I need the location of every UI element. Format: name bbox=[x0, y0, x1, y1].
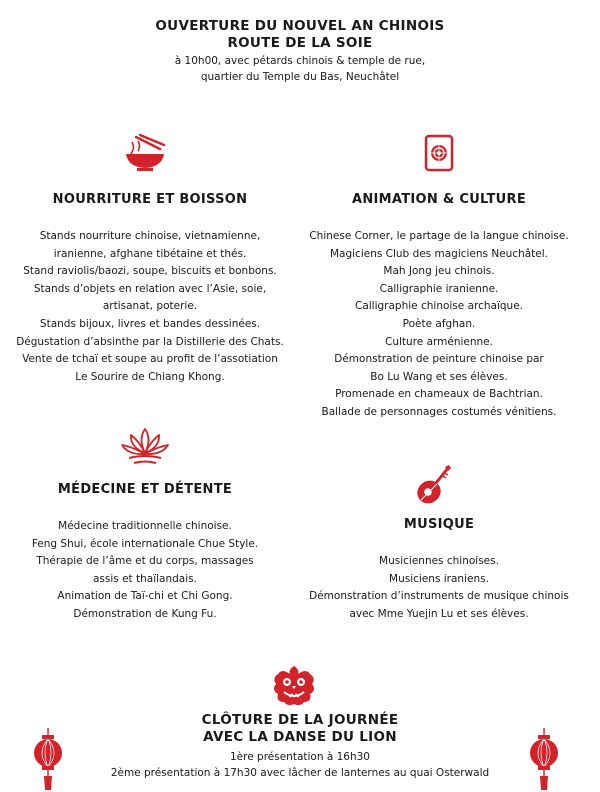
list-item: Stand raviolis/baozi, soupe, biscuits et bonbons. bbox=[23, 265, 277, 278]
medicine-list bbox=[0, 518, 290, 624]
closing-line1: 1ère présentation à 16h30 bbox=[230, 751, 370, 763]
list-item: Musiciennes chinoises. bbox=[379, 555, 499, 567]
header-subtitle-line2: quartier du Temple du Bas, Neuchâtel bbox=[200, 71, 400, 83]
list-item: Culture arménienne. bbox=[385, 335, 493, 348]
page-title-line2: ROUTE DE LA SOIE bbox=[227, 35, 373, 51]
list-item: Ballade de personnages costumés vénitiens. bbox=[321, 405, 557, 418]
closing-line2: 2ème présentation à 17h30 avec lâcher de lanternes au quai Osterwald bbox=[110, 767, 490, 779]
list-item: assis et thaïlandais. bbox=[93, 572, 197, 585]
noodle-bowl-icon bbox=[122, 133, 168, 173]
list-item: Chinese Corner, le partage de la langue chinoise. bbox=[309, 230, 569, 242]
list-item: iranienne, afghane tibétaine et thés. bbox=[53, 247, 247, 260]
food-list bbox=[0, 228, 300, 386]
list-item: Dégustation d’absinthe par la Distillerie des Chats. bbox=[16, 335, 284, 348]
culture-list bbox=[289, 228, 589, 422]
list-item: Bo Lu Wang et ses élèves. bbox=[370, 370, 508, 383]
pipa-instrument-icon bbox=[414, 463, 454, 505]
list-item: avec Mme Yuejin Lu et ses élèves. bbox=[349, 607, 529, 620]
list-item: Calligraphie chinoise archaïque. bbox=[355, 300, 523, 313]
list-item: Feng Shui, école internationale Chue Style. bbox=[31, 537, 259, 550]
mahjong-tile-icon bbox=[424, 134, 454, 172]
closing-title-line1: CLÔTURE DE LA JOURNÉE bbox=[201, 712, 399, 728]
list-item: Démonstration de Kung Fu. bbox=[73, 607, 217, 620]
header-subtitle-line1: à 10h00, avec pétards chinois & temple de rue, bbox=[174, 55, 426, 67]
section-title-culture: ANIMATION & CULTURE bbox=[351, 192, 527, 207]
lotus-icon bbox=[119, 425, 171, 467]
page-title-line1: OUVERTURE DU NOUVEL AN CHINOIS bbox=[155, 18, 445, 34]
header bbox=[0, 18, 600, 85]
list-item: Mah Jong jeu chinois. bbox=[383, 265, 495, 278]
list-item: Stands d’objets en relation avec l’Asie, soie, bbox=[33, 282, 267, 295]
section-title-music: MUSIQUE bbox=[403, 517, 475, 532]
list-item: Thérapie de l’âme et du corps, massages bbox=[36, 555, 254, 568]
list-item: Stands bijoux, livres et bandes dessinées. bbox=[39, 317, 261, 330]
list-item: Musiciens iraniens. bbox=[389, 572, 489, 585]
list-item: Médecine traditionnelle chinoise. bbox=[58, 520, 232, 532]
list-item: Animation de Taï-chi et Chi Gong. bbox=[57, 590, 233, 603]
list-item: Magiciens Club des magiciens Neuchâtel. bbox=[329, 247, 549, 260]
list-item: Démonstration de peinture chinoise par bbox=[334, 353, 544, 366]
closing-section bbox=[0, 712, 600, 781]
list-item: artisanat, poterie. bbox=[102, 300, 198, 313]
list-item: Le Sourire de Chiang Khong. bbox=[75, 370, 225, 383]
lion-head-icon bbox=[270, 664, 318, 708]
list-item: Calligraphie iranienne. bbox=[379, 282, 499, 295]
music-list bbox=[289, 553, 589, 623]
section-title-medicine: MÉDECINE ET DÉTENTE bbox=[57, 482, 233, 497]
list-item: Stands nourriture chinoise, vietnamienne, bbox=[39, 230, 261, 242]
list-item: Démonstration d’instruments de musique chinois bbox=[309, 590, 569, 603]
list-item: Poète afghan. bbox=[402, 317, 476, 330]
closing-title-line2: AVEC LA DANSE DU LION bbox=[203, 729, 397, 745]
section-title-food: NOURRITURE ET BOISSON bbox=[52, 192, 248, 207]
list-item: Vente de tchaï et soupe au profit de l’assotiation bbox=[22, 353, 278, 366]
list-item: Promenade en chameaux de Bachtrian. bbox=[335, 388, 543, 401]
